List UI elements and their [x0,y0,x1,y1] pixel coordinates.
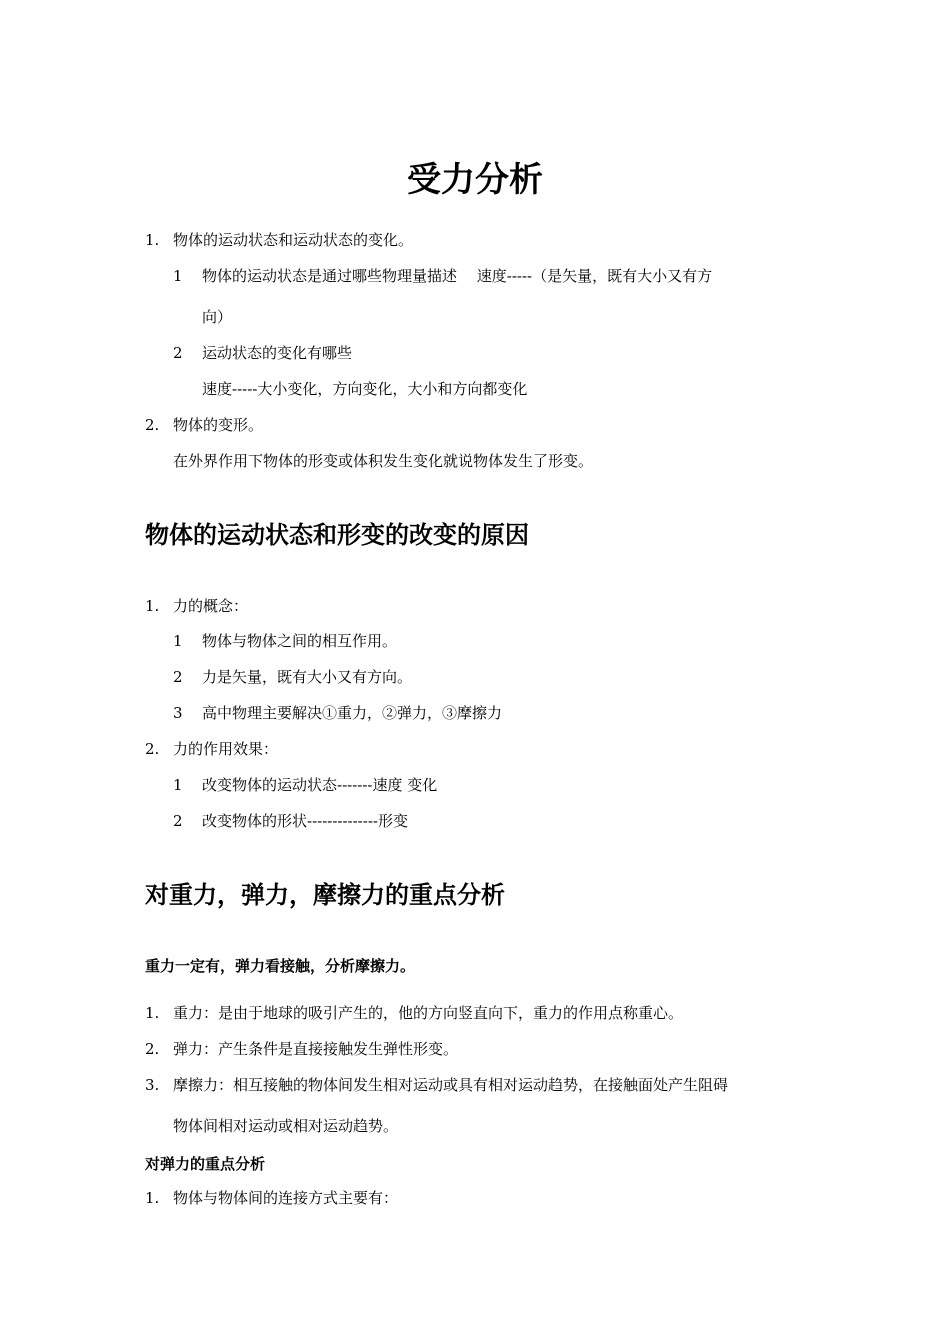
list-item-text: 力的概念： [173,597,249,615]
list-number: 2. [145,416,160,434]
list-number: 1. [145,1004,160,1022]
sublist-number: 1 [173,267,183,285]
list-item-text: 物体的运动状态和运动状态的变化。 [173,231,414,249]
list-item-detail: 在外界作用下物体的形变或体积发生变化就说物体发生了形变。 [173,452,594,470]
sublist-number: 2 [173,344,183,362]
sublist-item-text: 改变物体的运动状态-------速度 变化 [202,776,438,794]
list-item-continuation: 物体间相对运动或相对运动趋势。 [173,1117,399,1135]
sublist-item-text: 物体与物体之间的相互作用。 [202,632,398,650]
list-number: 2. [145,1040,160,1058]
section-subheading: 重力一定有，弹力看接触，分析摩擦力。 [145,957,416,975]
sublist-number: 3 [173,704,183,722]
sublist-item-text: 运动状态的变化有哪些 [202,344,353,362]
list-item-text: 摩擦力：相互接触的物体间发生相对运动或具有相对运动趋势，在接触面处产生阻碍 [173,1076,729,1094]
sublist-item-continuation: 速度-----大小变化，方向变化，大小和方向都变化 [202,380,528,398]
sublist-number: 1 [173,776,183,794]
section-heading: 对重力，弹力，摩擦力的重点分析 [145,881,505,909]
sublist-number: 1 [173,632,183,650]
page-title: 受力分析 [407,160,543,200]
sublist-item-continuation: 向） [202,308,233,326]
list-item-text: 物体与物体间的连接方式主要有： [173,1189,399,1207]
sublist-number: 2 [173,812,183,830]
list-number: 3. [145,1076,160,1094]
sublist-item-text: 力是矢量，既有大小又有方向。 [202,668,413,686]
list-number: 1. [145,1189,160,1207]
sublist-item-text: 高中物理主要解决①重力，②弹力，③摩擦力 [202,704,503,722]
list-number: 1. [145,597,160,615]
list-number: 1. [145,231,160,249]
list-item-text: 弹力：产生条件是直接接触发生弹性形变。 [173,1040,459,1058]
sublist-item-text: 物体的运动状态是通过哪些物理量描述 速度-----（是矢量，既有大小又有方 [202,267,713,285]
list-item-text: 力的作用效果： [173,740,279,758]
list-number: 2. [145,740,160,758]
sublist-number: 2 [173,668,183,686]
list-item-text: 物体的变形。 [173,416,264,434]
section-heading: 物体的运动状态和形变的改变的原因 [145,521,529,549]
section-subheading: 对弹力的重点分析 [145,1155,266,1173]
list-item-text: 重力：是由于地球的吸引产生的，他的方向竖直向下，重力的作用点称重心。 [173,1004,684,1022]
sublist-item-text: 改变物体的形状--------------形变 [202,812,408,830]
